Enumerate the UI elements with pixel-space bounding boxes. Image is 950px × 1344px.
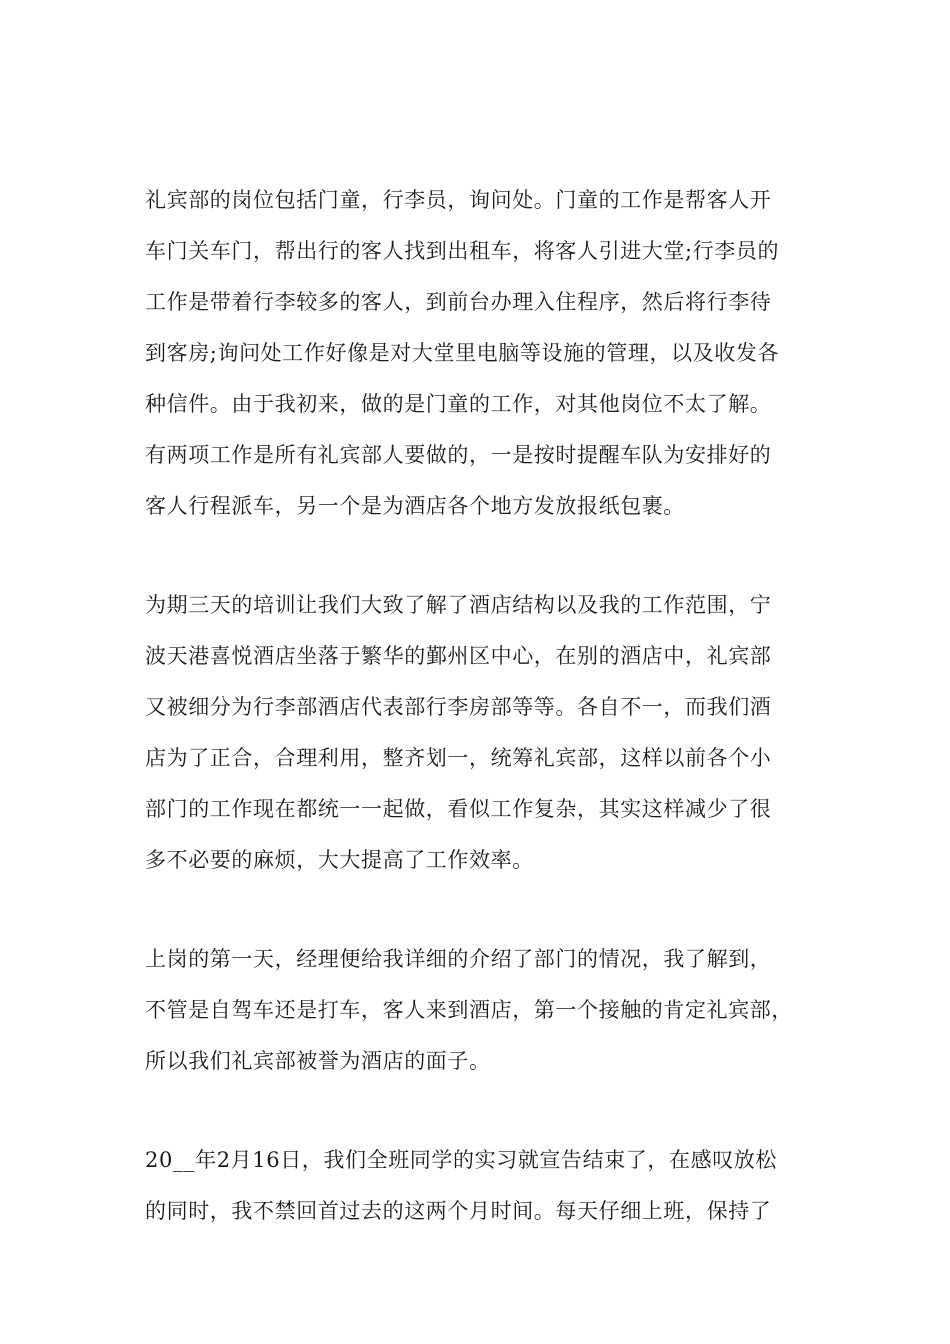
paragraph-line: 到客房;询问处工作好像是对大堂里电脑等设施的管理，以及收发各	[145, 341, 780, 365]
paragraph-line: 礼宾部的岗位包括门童，行李员，询问处。门童的工作是帮客人开	[145, 188, 772, 212]
paragraph-line: 客人行程派车，另一个是为酒店各个地方发放报纸包裹。	[145, 494, 685, 518]
paragraph-line: 工作是带着行李较多的客人，到前台办理入住程序，然后将行李待	[145, 290, 772, 314]
paragraph-line: 又被细分为行李部酒店代表部行李房部等等。各自不一，而我们酒	[145, 695, 772, 719]
paragraph-line: 店为了正合，合理利用，整齐划一，统筹礼宾部，这样以前各个小	[145, 746, 772, 770]
paragraph-line: 多不必要的麻烦，大大提高了工作效率。	[145, 848, 534, 872]
paragraph-line: 不管是自驾车还是打车，客人来到酒店，第一个接触的肯定礼宾部，	[145, 998, 793, 1022]
paragraph-line: 有两项工作是所有礼宾部人要做的，一是按时提醒车队为安排好的	[145, 443, 772, 467]
paragraph-line: 波天港喜悦酒店坐落于繁华的鄞州区中心，在别的酒店中，礼宾部	[145, 644, 772, 668]
paragraph-line: 车门关车门，帮出行的客人找到出租车，将客人引进大堂;行李员的	[145, 239, 780, 263]
paragraph-line: 种信件。由于我初来，做的是门童的工作，对其他岗位不太了解。	[145, 392, 772, 416]
paragraph-line: 上岗的第一天，经理便给我详细的介绍了部门的情况，我了解到，	[145, 947, 772, 971]
paragraph-line: 为期三天的培训让我们大致了解了酒店结构以及我的工作范围，宁	[145, 593, 772, 617]
paragraph-line: 20__年2月16日，我们全班同学的实习就宣告结束了，在感叹放松	[145, 1148, 778, 1172]
paragraph-line: 所以我们礼宾部被誉为酒店的面子。	[145, 1049, 491, 1073]
paragraph-line: 部门的工作现在都统一一起做，看似工作复杂，其实这样减少了很	[145, 797, 772, 821]
paragraph-line: 的同时，我不禁回首过去的这两个月时间。每天仔细上班，保持了	[145, 1199, 772, 1223]
